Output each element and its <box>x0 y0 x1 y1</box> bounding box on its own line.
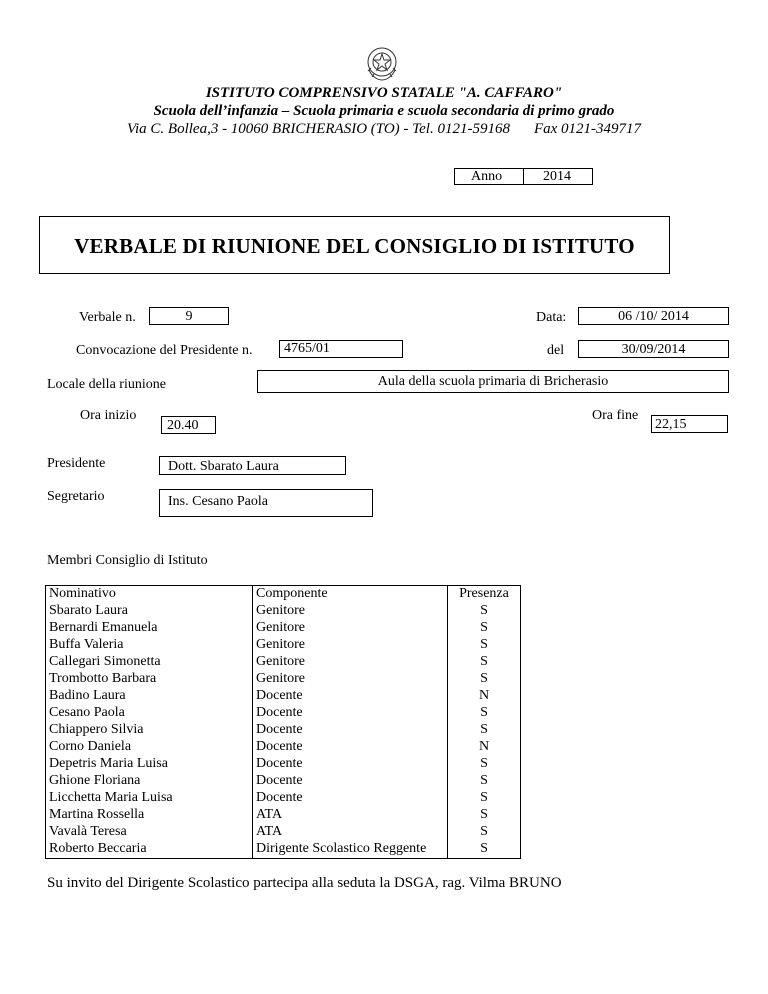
member-name: Martina Rossella <box>46 807 253 824</box>
ora-fine-field: 22,15 <box>651 415 728 433</box>
member-name: Cesano Paola <box>46 705 253 722</box>
verbale-number-field: 9 <box>149 307 229 325</box>
ora-inizio-field: 20.40 <box>161 416 216 434</box>
member-presence: S <box>448 620 521 637</box>
convocazione-number-field: 4765/01 <box>279 340 403 358</box>
table-row <box>46 671 521 688</box>
ora-fine-label: Ora fine <box>592 408 639 423</box>
table-row <box>46 773 521 790</box>
year-value: 2014 <box>543 169 571 184</box>
table-header-row <box>46 586 521 604</box>
member-name: Callegari Simonetta <box>46 654 253 671</box>
member-role: Genitore <box>253 637 448 654</box>
school-subtitle: Scuola dell’infanzia – Scuola primaria e scuola secondaria di primo grado <box>153 103 615 119</box>
member-presence: S <box>448 722 521 739</box>
member-presence: N <box>448 739 521 756</box>
member-name: Roberto Beccaria <box>46 841 253 859</box>
member-presence: S <box>448 773 521 790</box>
table-row <box>46 705 521 722</box>
member-name: Ghione Floriana <box>46 773 253 790</box>
member-name: Licchetta Maria Luisa <box>46 790 253 807</box>
member-role: Docente <box>253 773 448 790</box>
member-name: Buffa Valeria <box>46 637 253 654</box>
member-role: Docente <box>253 739 448 756</box>
del-date-field: 30/09/2014 <box>578 340 729 358</box>
member-presence: S <box>448 654 521 671</box>
presidente-label: Presidente <box>47 456 106 471</box>
table-row <box>46 620 521 637</box>
dsga-note: Su invito del Dirigente Scolastico partecipa alla seduta la DSGA, rag. Vilma BRUNO <box>47 875 562 891</box>
member-presence: S <box>448 807 521 824</box>
table-row <box>46 739 521 756</box>
member-role: Docente <box>253 688 448 705</box>
segretario-label: Segretario <box>47 489 105 504</box>
table-row <box>46 841 521 859</box>
member-presence: S <box>448 637 521 654</box>
member-name: Bernardi Emanuela <box>46 620 253 637</box>
member-role: Docente <box>253 756 448 773</box>
member-name: Depetris Maria Luisa <box>46 756 253 773</box>
table-row <box>46 603 521 620</box>
del-label: del <box>547 343 565 358</box>
member-name: Sbarato Laura <box>46 603 253 620</box>
members-table <box>45 585 521 859</box>
school-fax: Fax 0121-349717 <box>533 121 642 137</box>
republic-emblem-icon <box>364 44 400 82</box>
member-presence: S <box>448 705 521 722</box>
data-label: Data: <box>536 310 567 325</box>
table-row <box>46 824 521 841</box>
member-name: Corno Daniela <box>46 739 253 756</box>
table-row <box>46 807 521 824</box>
table-row <box>46 688 521 705</box>
member-role: Genitore <box>253 620 448 637</box>
member-presence: S <box>448 790 521 807</box>
data-field: 06 /10/ 2014 <box>578 307 729 325</box>
table-row <box>46 637 521 654</box>
header-componente: Componente <box>253 586 448 604</box>
school-address: Via C. Bollea,3 - 10060 BRICHERASIO (TO) - Tel. 0121-59168 Fax 0121-349717 <box>126 121 642 137</box>
member-role: Docente <box>253 790 448 807</box>
member-presence: S <box>448 671 521 688</box>
table-row <box>46 722 521 739</box>
year-box <box>454 168 593 185</box>
presidente-field: Dott. Sbarato Laura <box>159 456 346 475</box>
locale-label: Locale della riunione <box>47 377 166 392</box>
table-row <box>46 756 521 773</box>
verbale-label: Verbale n. <box>79 310 136 325</box>
member-name: Chiappero Silvia <box>46 722 253 739</box>
header-presenza: Presenza <box>448 586 521 604</box>
member-role: Docente <box>253 722 448 739</box>
member-presence: N <box>448 688 521 705</box>
member-role: Genitore <box>253 671 448 688</box>
member-role: ATA <box>253 824 448 841</box>
table-row <box>46 790 521 807</box>
title-box <box>39 216 670 274</box>
ora-inizio-label: Ora inizio <box>80 408 137 423</box>
segretario-field: Ins. Cesano Paola <box>159 489 373 517</box>
page-title: VERBALE DI RIUNIONE DEL CONSIGLIO DI ISTITUTO <box>74 234 635 258</box>
header-nominativo: Nominativo <box>46 586 253 604</box>
locale-field: Aula della scuola primaria di Bricherasio <box>257 370 729 393</box>
table-row <box>46 654 521 671</box>
member-role: Genitore <box>253 603 448 620</box>
year-label: Anno <box>471 169 503 184</box>
member-role: Docente <box>253 705 448 722</box>
members-section-label: Membri Consiglio di Istituto <box>47 553 208 568</box>
member-presence: S <box>448 824 521 841</box>
member-role: Dirigente Scolastico Reggente <box>253 841 448 859</box>
member-name: Vavalà Teresa <box>46 824 253 841</box>
member-role: Genitore <box>253 654 448 671</box>
member-presence: S <box>448 841 521 859</box>
convocazione-label: Convocazione del Presidente n. <box>76 343 253 358</box>
member-name: Trombotto Barbara <box>46 671 253 688</box>
school-name: ISTITUTO COMPRENSIVO STATALE "A. CAFFARO" <box>205 85 563 101</box>
member-role: ATA <box>253 807 448 824</box>
member-presence: S <box>448 756 521 773</box>
member-presence: S <box>448 603 521 620</box>
member-name: Badino Laura <box>46 688 253 705</box>
